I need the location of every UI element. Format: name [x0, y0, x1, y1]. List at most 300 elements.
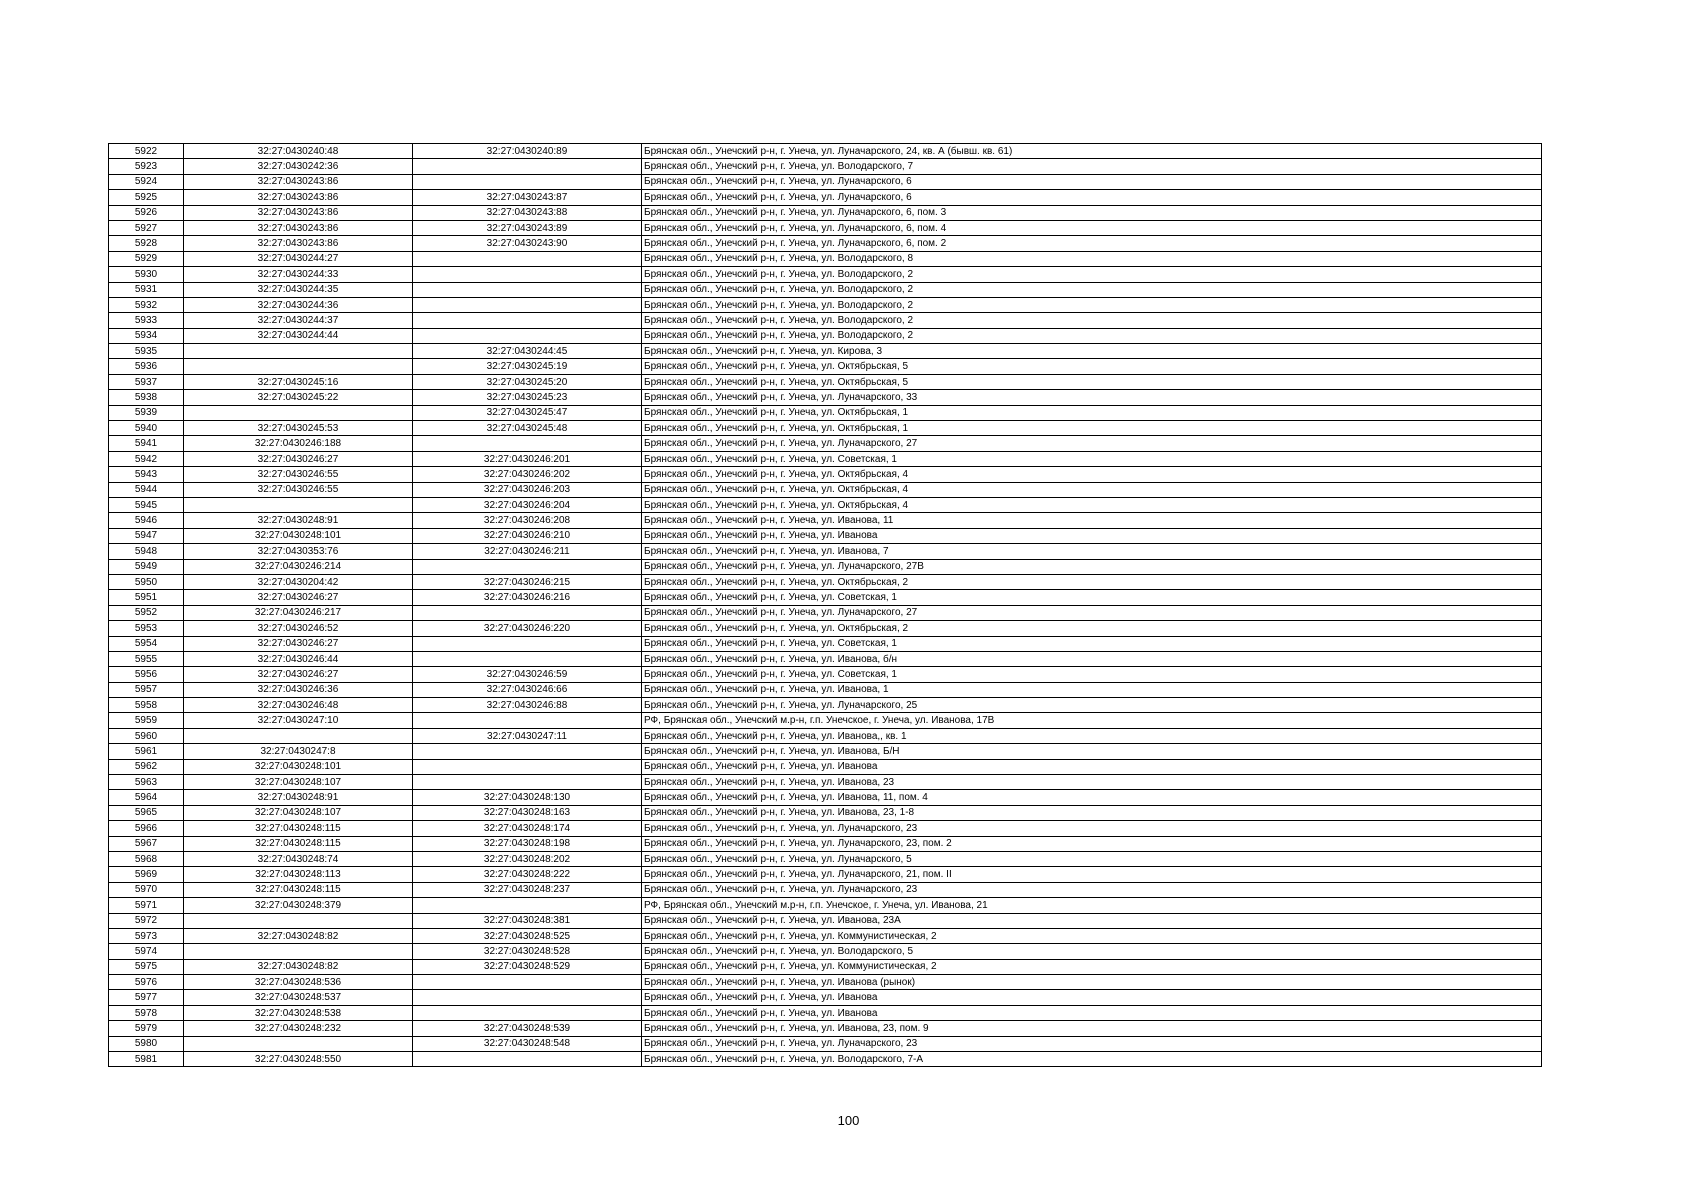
cadastral-number-cell: 32:27:0430246:55 [184, 467, 413, 482]
table-row [109, 821, 1542, 836]
object-cadastral-number-cell: 32:27:0430245:19 [413, 359, 642, 374]
row-number-cell: 5967 [109, 836, 184, 851]
table-row [109, 728, 1542, 743]
row-number-cell: 5970 [109, 882, 184, 897]
row-number-cell: 5961 [109, 744, 184, 759]
address-cell: Брянская обл., Унечский р-н, г. Унеча, ул. Луначарского, 5 [642, 851, 1542, 866]
table-row [109, 898, 1542, 913]
cadastral-number-cell: 32:27:0430244:27 [184, 251, 413, 266]
table-row [109, 1005, 1542, 1020]
object-cadastral-number-cell: 32:27:0430244:45 [413, 344, 642, 359]
object-cadastral-number-cell: 32:27:0430243:90 [413, 236, 642, 251]
row-number-cell: 5978 [109, 1005, 184, 1020]
row-number-cell: 5946 [109, 513, 184, 528]
table-row [109, 651, 1542, 666]
address-cell: Брянская обл., Унечский р-н, г. Унеча, ул. Коммунистическая, 2 [642, 959, 1542, 974]
object-cadastral-number-cell [413, 1005, 642, 1020]
address-cell: Брянская обл., Унечский р-н, г. Унеча, ул. Луначарского, 23 [642, 1036, 1542, 1051]
object-cadastral-number-cell: 32:27:0430248:198 [413, 836, 642, 851]
table-row [109, 990, 1542, 1005]
address-cell: Брянская обл., Унечский р-н, г. Унеча, ул. Иванова, б/н [642, 651, 1542, 666]
table-row [109, 882, 1542, 897]
address-cell: Брянская обл., Унечский р-н, г. Унеча, ул. Луначарского, 6 [642, 190, 1542, 205]
address-cell: Брянская обл., Унечский р-н, г. Унеча, ул. Октябрьская, 1 [642, 405, 1542, 420]
cadastral-number-cell: 32:27:0430246:27 [184, 667, 413, 682]
row-number-cell: 5956 [109, 667, 184, 682]
object-cadastral-number-cell: 32:27:0430243:87 [413, 190, 642, 205]
row-number-cell: 5924 [109, 174, 184, 189]
address-cell: Брянская обл., Унечский р-н, г. Унеча, ул. Иванова, 23, 1-8 [642, 805, 1542, 820]
row-number-cell: 5960 [109, 728, 184, 743]
table-row [109, 559, 1542, 574]
row-number-cell: 5938 [109, 390, 184, 405]
row-number-cell: 5971 [109, 898, 184, 913]
row-number-cell: 5975 [109, 959, 184, 974]
row-number-cell: 5930 [109, 267, 184, 282]
address-cell: Брянская обл., Унечский р-н, г. Унеча, ул. Октябрьская, 4 [642, 482, 1542, 497]
cadastral-number-cell: 32:27:0430247:10 [184, 713, 413, 728]
table-row [109, 775, 1542, 790]
row-number-cell: 5973 [109, 928, 184, 943]
table-row [109, 436, 1542, 451]
object-cadastral-number-cell: 32:27:0430246:216 [413, 590, 642, 605]
cadastral-number-cell: 32:27:0430353:76 [184, 544, 413, 559]
address-cell: Брянская обл., Унечский р-н, г. Унеча, ул. Советская, 1 [642, 636, 1542, 651]
table-row [109, 344, 1542, 359]
table-row [109, 698, 1542, 713]
object-cadastral-number-cell: 32:27:0430248:539 [413, 1021, 642, 1036]
table-row [109, 1021, 1542, 1036]
cadastral-number-cell: 32:27:0430246:217 [184, 605, 413, 620]
cadastral-number-cell: 32:27:0430244:44 [184, 328, 413, 343]
address-cell: Брянская обл., Унечский р-н, г. Унеча, ул. Октябрьская, 5 [642, 359, 1542, 374]
object-cadastral-number-cell: 32:27:0430246:215 [413, 574, 642, 589]
row-number-cell: 5940 [109, 421, 184, 436]
address-cell: Брянская обл., Унечский р-н, г. Унеча, ул. Луначарского, 24, кв. А (бывш. кв. 61) [642, 144, 1542, 159]
address-cell: РФ, Брянская обл., Унечский м.р-н, г.п. Унечское, г. Унеча, ул. Иванова, 21 [642, 898, 1542, 913]
table-row [109, 267, 1542, 282]
row-number-cell: 5923 [109, 159, 184, 174]
row-number-cell: 5974 [109, 944, 184, 959]
cadastral-number-cell: 32:27:0430243:86 [184, 205, 413, 220]
object-cadastral-number-cell: 32:27:0430245:23 [413, 390, 642, 405]
address-cell: Брянская обл., Унечский р-н, г. Унеча, ул. Иванова, 23, пом. 9 [642, 1021, 1542, 1036]
object-cadastral-number-cell: 32:27:0430246:210 [413, 528, 642, 543]
object-cadastral-number-cell: 32:27:0430248:163 [413, 805, 642, 820]
object-cadastral-number-cell: 32:27:0430246:208 [413, 513, 642, 528]
table-row [109, 482, 1542, 497]
address-cell: Брянская обл., Унечский р-н, г. Унеча, ул. Луначарского, 33 [642, 390, 1542, 405]
cadastral-number-cell: 32:27:0430242:36 [184, 159, 413, 174]
address-cell: Брянская обл., Унечский р-н, г. Унеча, ул. Октябрьская, 5 [642, 374, 1542, 389]
address-cell: Брянская обл., Унечский р-н, г. Унеча, ул. Луначарского, 6, пом. 4 [642, 220, 1542, 235]
address-cell: Брянская обл., Унечский р-н, г. Унеча, ул. Иванова, 7 [642, 544, 1542, 559]
address-cell: Брянская обл., Унечский р-н, г. Унеча, ул. Луначарского, 23, пом. 2 [642, 836, 1542, 851]
address-cell: Брянская обл., Унечский р-н, г. Унеча, ул. Октябрьская, 4 [642, 467, 1542, 482]
table-row [109, 851, 1542, 866]
row-number-cell: 5935 [109, 344, 184, 359]
row-number-cell: 5939 [109, 405, 184, 420]
address-cell: Брянская обл., Унечский р-н, г. Унеча, ул. Советская, 1 [642, 451, 1542, 466]
object-cadastral-number-cell [413, 282, 642, 297]
address-cell: Брянская обл., Унечский р-н, г. Унеча, ул. Иванова, 1 [642, 682, 1542, 697]
object-cadastral-number-cell [413, 651, 642, 666]
address-cell: Брянская обл., Унечский р-н, г. Унеча, ул. Коммунистическая, 2 [642, 928, 1542, 943]
object-cadastral-number-cell [413, 559, 642, 574]
cadastral-number-cell: 32:27:0430248:537 [184, 990, 413, 1005]
table-row [109, 328, 1542, 343]
table-row [109, 359, 1542, 374]
table-row [109, 174, 1542, 189]
row-number-cell: 5977 [109, 990, 184, 1005]
table-body [109, 144, 1542, 1067]
row-number-cell: 5959 [109, 713, 184, 728]
object-cadastral-number-cell: 32:27:0430247:11 [413, 728, 642, 743]
cadastral-number-cell [184, 913, 413, 928]
address-cell: Брянская обл., Унечский р-н, г. Унеча, ул. Володарского, 2 [642, 313, 1542, 328]
cadastral-number-cell: 32:27:0430248:74 [184, 851, 413, 866]
row-number-cell: 5972 [109, 913, 184, 928]
address-cell: Брянская обл., Унечский р-н, г. Унеча, ул. Иванова, Б/Н [642, 744, 1542, 759]
table-row [109, 374, 1542, 389]
cadastral-number-cell: 32:27:0430248:232 [184, 1021, 413, 1036]
cadastral-number-cell: 32:27:0430244:37 [184, 313, 413, 328]
object-cadastral-number-cell [413, 636, 642, 651]
address-cell: Брянская обл., Унечский р-н, г. Унеча, ул. Володарского, 7 [642, 159, 1542, 174]
table-row [109, 451, 1542, 466]
object-cadastral-number-cell: 32:27:0430246:220 [413, 621, 642, 636]
cadastral-number-cell: 32:27:0430248:115 [184, 821, 413, 836]
object-cadastral-number-cell: 32:27:0430246:201 [413, 451, 642, 466]
cadastral-number-cell: 32:27:0430248:82 [184, 928, 413, 943]
row-number-cell: 5954 [109, 636, 184, 651]
table-row [109, 790, 1542, 805]
row-number-cell: 5964 [109, 790, 184, 805]
object-cadastral-number-cell: 32:27:0430248:528 [413, 944, 642, 959]
row-number-cell: 5937 [109, 374, 184, 389]
row-number-cell: 5976 [109, 975, 184, 990]
table-row [109, 513, 1542, 528]
object-cadastral-number-cell: 32:27:0430243:88 [413, 205, 642, 220]
address-cell: Брянская обл., Унечский р-н, г. Унеча, ул. Иванова, 11, пом. 4 [642, 790, 1542, 805]
row-number-cell: 5922 [109, 144, 184, 159]
row-number-cell: 5962 [109, 759, 184, 774]
row-number-cell: 5926 [109, 205, 184, 220]
object-cadastral-number-cell: 32:27:0430246:211 [413, 544, 642, 559]
object-cadastral-number-cell [413, 759, 642, 774]
table-row [109, 544, 1542, 559]
cadastral-number-cell: 32:27:0430248:82 [184, 959, 413, 974]
object-cadastral-number-cell [413, 267, 642, 282]
address-cell: Брянская обл., Унечский р-н, г. Унеча, ул. Луначарского, 6, пом. 3 [642, 205, 1542, 220]
cadastral-number-cell: 32:27:0430248:107 [184, 805, 413, 820]
object-cadastral-number-cell: 32:27:0430246:88 [413, 698, 642, 713]
cadastral-number-cell: 32:27:0430248:115 [184, 882, 413, 897]
cadastral-number-cell: 32:27:0430240:48 [184, 144, 413, 159]
table-row [109, 159, 1542, 174]
cadastral-number-cell: 32:27:0430246:188 [184, 436, 413, 451]
cadastral-number-cell: 32:27:0430243:86 [184, 220, 413, 235]
address-cell: Брянская обл., Унечский р-н, г. Унеча, ул. Луначарского, 21, пом. II [642, 867, 1542, 882]
address-cell: Брянская обл., Унечский р-н, г. Унеча, ул. Советская, 1 [642, 667, 1542, 682]
cadastral-number-cell: 32:27:0430248:550 [184, 1052, 413, 1067]
object-cadastral-number-cell [413, 174, 642, 189]
row-number-cell: 5929 [109, 251, 184, 266]
address-cell: РФ, Брянская обл., Унечский м.р-н, г.п. Унечское, г. Унеча, ул. Иванова, 17В [642, 713, 1542, 728]
table-row [109, 467, 1542, 482]
table-row [109, 205, 1542, 220]
address-cell: Брянская обл., Унечский р-н, г. Унеча, ул. Иванова (рынок) [642, 975, 1542, 990]
row-number-cell: 5948 [109, 544, 184, 559]
row-number-cell: 5969 [109, 867, 184, 882]
address-cell: Брянская обл., Унечский р-н, г. Унеча, ул. Володарского, 2 [642, 328, 1542, 343]
address-cell: Брянская обл., Унечский р-н, г. Унеча, ул. Володарского, 7-А [642, 1052, 1542, 1067]
object-cadastral-number-cell: 32:27:0430245:48 [413, 421, 642, 436]
row-number-cell: 5979 [109, 1021, 184, 1036]
table-row [109, 220, 1542, 235]
row-number-cell: 5951 [109, 590, 184, 605]
address-cell: Брянская обл., Унечский р-н, г. Унеча, ул. Луначарского, 23 [642, 882, 1542, 897]
row-number-cell: 5942 [109, 451, 184, 466]
object-cadastral-number-cell [413, 605, 642, 620]
object-cadastral-number-cell [413, 775, 642, 790]
object-cadastral-number-cell: 32:27:0430248:381 [413, 913, 642, 928]
row-number-cell: 5957 [109, 682, 184, 697]
cadastral-number-cell [184, 405, 413, 420]
table-row [109, 713, 1542, 728]
address-cell: Брянская обл., Унечский р-н, г. Унеча, ул. Володарского, 2 [642, 282, 1542, 297]
object-cadastral-number-cell: 32:27:0430248:525 [413, 928, 642, 943]
row-number-cell: 5950 [109, 574, 184, 589]
address-cell: Брянская обл., Унечский р-н, г. Унеча, ул. Володарского, 2 [642, 297, 1542, 312]
row-number-cell: 5933 [109, 313, 184, 328]
row-number-cell: 5945 [109, 497, 184, 512]
address-cell: Брянская обл., Унечский р-н, г. Унеча, ул. Луначарского, 27 [642, 436, 1542, 451]
object-cadastral-number-cell [413, 159, 642, 174]
cadastral-number-cell [184, 344, 413, 359]
address-cell: Брянская обл., Унечский р-н, г. Унеча, ул. Иванова [642, 1005, 1542, 1020]
cadastral-number-cell: 32:27:0430244:35 [184, 282, 413, 297]
object-cadastral-number-cell [413, 990, 642, 1005]
object-cadastral-number-cell: 32:27:0430243:89 [413, 220, 642, 235]
cadastral-number-cell: 32:27:0430245:16 [184, 374, 413, 389]
object-cadastral-number-cell [413, 713, 642, 728]
table-row [109, 282, 1542, 297]
cadastral-number-cell: 32:27:0430243:86 [184, 174, 413, 189]
object-cadastral-number-cell: 32:27:0430245:20 [413, 374, 642, 389]
cadastral-number-cell: 32:27:0430246:44 [184, 651, 413, 666]
table-row [109, 928, 1542, 943]
table-row [109, 959, 1542, 974]
address-cell: Брянская обл., Унечский р-н, г. Унеча, ул. Октябрьская, 2 [642, 574, 1542, 589]
cadastral-number-cell [184, 1036, 413, 1051]
page-number: 100 [837, 1113, 860, 1128]
cadastral-number-cell: 32:27:0430248:101 [184, 528, 413, 543]
object-cadastral-number-cell [413, 313, 642, 328]
cadastral-number-cell: 32:27:0430243:86 [184, 190, 413, 205]
object-cadastral-number-cell: 32:27:0430248:237 [413, 882, 642, 897]
cadastral-number-cell: 32:27:0430248:538 [184, 1005, 413, 1020]
cadastral-number-cell: 32:27:0430247:8 [184, 744, 413, 759]
table-row [109, 297, 1542, 312]
address-cell: Брянская обл., Унечский р-н, г. Унеча, ул. Иванова,, кв. 1 [642, 728, 1542, 743]
table-row [109, 682, 1542, 697]
row-number-cell: 5931 [109, 282, 184, 297]
address-cell: Брянская обл., Унечский р-н, г. Унеча, ул. Луначарского, 23 [642, 821, 1542, 836]
object-cadastral-number-cell: 32:27:0430240:89 [413, 144, 642, 159]
cadastral-number-cell: 32:27:0430246:36 [184, 682, 413, 697]
row-number-cell: 5932 [109, 297, 184, 312]
address-cell: Брянская обл., Унечский р-н, г. Унеча, ул. Октябрьская, 4 [642, 497, 1542, 512]
row-number-cell: 5944 [109, 482, 184, 497]
object-cadastral-number-cell [413, 744, 642, 759]
cadastral-number-cell: 32:27:0430248:379 [184, 898, 413, 913]
cadastral-number-cell: 32:27:0430244:33 [184, 267, 413, 282]
row-number-cell: 5927 [109, 220, 184, 235]
cadastral-number-cell [184, 944, 413, 959]
object-cadastral-number-cell [413, 297, 642, 312]
object-cadastral-number-cell: 32:27:0430248:548 [413, 1036, 642, 1051]
cadastral-number-cell: 32:27:0430248:113 [184, 867, 413, 882]
table-row [109, 390, 1542, 405]
cadastral-number-cell: 32:27:0430245:53 [184, 421, 413, 436]
object-cadastral-number-cell: 32:27:0430246:66 [413, 682, 642, 697]
address-cell: Брянская обл., Унечский р-н, г. Унеча, ул. Октябрьская, 2 [642, 621, 1542, 636]
cadastral-number-cell: 32:27:0430246:27 [184, 451, 413, 466]
address-cell: Брянская обл., Унечский р-н, г. Унеча, ул. Луначарского, 6, пом. 2 [642, 236, 1542, 251]
cadastral-number-cell: 32:27:0430244:36 [184, 297, 413, 312]
row-number-cell: 5966 [109, 821, 184, 836]
cadastral-number-cell: 32:27:0430204:42 [184, 574, 413, 589]
row-number-cell: 5934 [109, 328, 184, 343]
object-cadastral-number-cell [413, 1052, 642, 1067]
row-number-cell: 5963 [109, 775, 184, 790]
table-row [109, 421, 1542, 436]
table-row [109, 313, 1542, 328]
row-number-cell: 5968 [109, 851, 184, 866]
address-cell: Брянская обл., Унечский р-н, г. Унеча, ул. Иванова [642, 990, 1542, 1005]
cadastral-number-cell: 32:27:0430248:91 [184, 513, 413, 528]
address-cell: Брянская обл., Унечский р-н, г. Унеча, ул. Луначарского, 27В [642, 559, 1542, 574]
table-row [109, 805, 1542, 820]
cadastral-number-cell: 32:27:0430246:48 [184, 698, 413, 713]
row-number-cell: 5928 [109, 236, 184, 251]
object-cadastral-number-cell [413, 975, 642, 990]
row-number-cell: 5955 [109, 651, 184, 666]
table-row [109, 497, 1542, 512]
table-row [109, 913, 1542, 928]
table-row [109, 605, 1542, 620]
row-number-cell: 5947 [109, 528, 184, 543]
table-row [109, 528, 1542, 543]
object-cadastral-number-cell [413, 251, 642, 266]
table-row [109, 190, 1542, 205]
object-cadastral-number-cell [413, 436, 642, 451]
row-number-cell: 5981 [109, 1052, 184, 1067]
object-cadastral-number-cell: 32:27:0430248:202 [413, 851, 642, 866]
address-cell: Брянская обл., Унечский р-н, г. Унеча, ул. Иванова, 23 [642, 775, 1542, 790]
cadastral-number-cell: 32:27:0430246:27 [184, 590, 413, 605]
cadastral-number-cell: 32:27:0430246:214 [184, 559, 413, 574]
table-row [109, 590, 1542, 605]
table-row [109, 867, 1542, 882]
address-cell: Брянская обл., Унечский р-н, г. Унеча, ул. Володарского, 2 [642, 267, 1542, 282]
address-cell: Брянская обл., Унечский р-н, г. Унеча, ул. Иванова, 23А [642, 913, 1542, 928]
object-cadastral-number-cell: 32:27:0430246:203 [413, 482, 642, 497]
table-row [109, 1036, 1542, 1051]
object-cadastral-number-cell: 32:27:0430245:47 [413, 405, 642, 420]
cadastral-number-cell: 32:27:0430246:55 [184, 482, 413, 497]
row-number-cell: 5965 [109, 805, 184, 820]
cadastral-number-cell [184, 359, 413, 374]
cadastral-number-cell: 32:27:0430248:115 [184, 836, 413, 851]
registry-table [108, 143, 1542, 1067]
table-row [109, 759, 1542, 774]
row-number-cell: 5953 [109, 621, 184, 636]
table-row [109, 574, 1542, 589]
address-cell: Брянская обл., Унечский р-н, г. Унеча, ул. Володарского, 5 [642, 944, 1542, 959]
table-row [109, 144, 1542, 159]
address-cell: Брянская обл., Унечский р-н, г. Унеча, ул. Луначарского, 27 [642, 605, 1542, 620]
row-number-cell: 5952 [109, 605, 184, 620]
cadastral-number-cell: 32:27:0430248:107 [184, 775, 413, 790]
address-cell: Брянская обл., Унечский р-н, г. Унеча, ул. Луначарского, 6 [642, 174, 1542, 189]
table-row [109, 944, 1542, 959]
object-cadastral-number-cell: 32:27:0430246:59 [413, 667, 642, 682]
address-cell: Брянская обл., Унечский р-н, г. Унеча, ул. Иванова [642, 528, 1542, 543]
row-number-cell: 5949 [109, 559, 184, 574]
cadastral-number-cell: 32:27:0430243:86 [184, 236, 413, 251]
address-cell: Брянская обл., Унечский р-н, г. Унеча, ул. Советская, 1 [642, 590, 1542, 605]
cadastral-number-cell: 32:27:0430246:27 [184, 636, 413, 651]
object-cadastral-number-cell: 32:27:0430246:204 [413, 497, 642, 512]
object-cadastral-number-cell: 32:27:0430248:130 [413, 790, 642, 805]
table-row [109, 236, 1542, 251]
object-cadastral-number-cell: 32:27:0430248:222 [413, 867, 642, 882]
cadastral-number-cell: 32:27:0430248:91 [184, 790, 413, 805]
address-cell: Брянская обл., Унечский р-н, г. Унеча, ул. Луначарского, 25 [642, 698, 1542, 713]
cadastral-number-cell: 32:27:0430248:101 [184, 759, 413, 774]
address-cell: Брянская обл., Унечский р-н, г. Унеча, ул. Октябрьская, 1 [642, 421, 1542, 436]
address-cell: Брянская обл., Унечский р-н, г. Унеча, ул. Кирова, 3 [642, 344, 1542, 359]
table-row [109, 1052, 1542, 1067]
object-cadastral-number-cell [413, 898, 642, 913]
table-row [109, 667, 1542, 682]
row-number-cell: 5941 [109, 436, 184, 451]
cadastral-number-cell: 32:27:0430245:22 [184, 390, 413, 405]
address-cell: Брянская обл., Унечский р-н, г. Унеча, ул. Володарского, 8 [642, 251, 1542, 266]
table-row [109, 405, 1542, 420]
object-cadastral-number-cell: 32:27:0430248:529 [413, 959, 642, 974]
object-cadastral-number-cell [413, 328, 642, 343]
object-cadastral-number-cell: 32:27:0430248:174 [413, 821, 642, 836]
table-row [109, 251, 1542, 266]
table-row [109, 975, 1542, 990]
address-cell: Брянская обл., Унечский р-н, г. Унеча, ул. Иванова [642, 759, 1542, 774]
address-cell: Брянская обл., Унечский р-н, г. Унеча, ул. Иванова, 11 [642, 513, 1542, 528]
cadastral-number-cell: 32:27:0430248:536 [184, 975, 413, 990]
table-row [109, 621, 1542, 636]
row-number-cell: 5980 [109, 1036, 184, 1051]
cadastral-number-cell [184, 728, 413, 743]
cadastral-number-cell: 32:27:0430246:52 [184, 621, 413, 636]
table-row [109, 636, 1542, 651]
table-row [109, 836, 1542, 851]
row-number-cell: 5943 [109, 467, 184, 482]
cadastral-number-cell [184, 497, 413, 512]
row-number-cell: 5936 [109, 359, 184, 374]
row-number-cell: 5925 [109, 190, 184, 205]
